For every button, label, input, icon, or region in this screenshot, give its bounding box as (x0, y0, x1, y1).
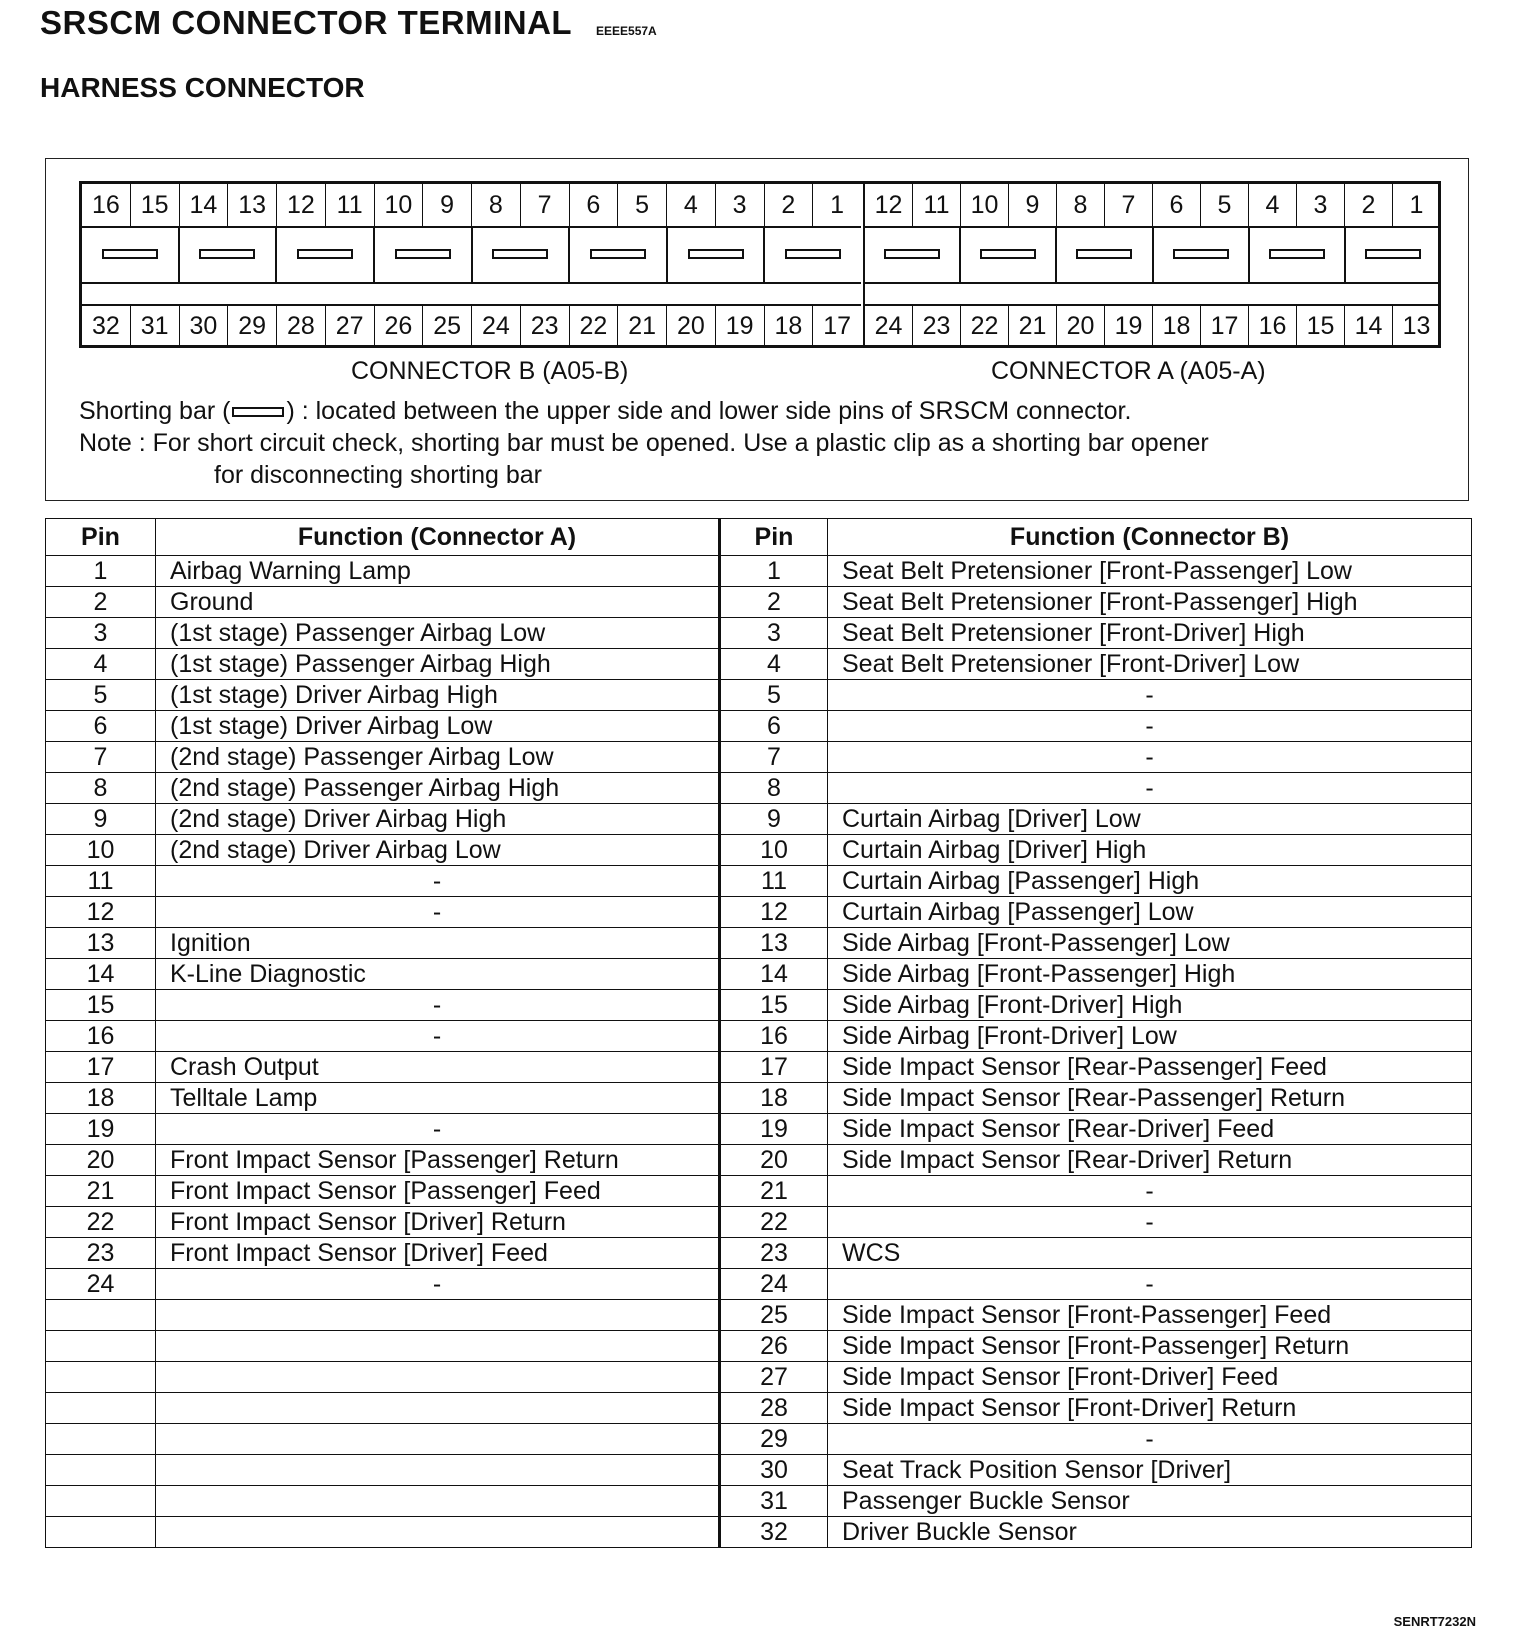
function-b-cell: Side Impact Sensor [Front-Driver] Feed (828, 1362, 1472, 1393)
table-row (46, 556, 1472, 587)
connector-a (863, 184, 1440, 345)
function-b-cell: Side Impact Sensor [Rear-Driver] Feed (828, 1114, 1472, 1145)
shorting-bar-icon (1269, 249, 1325, 259)
page-title: SRSCM CONNECTOR TERMINAL (40, 4, 573, 41)
connector-pin: 6 (1153, 184, 1201, 226)
function-a-cell: - (156, 990, 720, 1021)
pin-a-cell: 23 (46, 1238, 156, 1269)
connector-pin: 6 (570, 184, 619, 226)
function-b-cell: - (828, 1176, 1472, 1207)
connector-pin: 15 (131, 184, 180, 226)
document-code: EEEE557A (596, 24, 657, 38)
function-a-cell: Front Impact Sensor [Driver] Return (156, 1207, 720, 1238)
connector-housing (79, 181, 1441, 348)
connector-pin: 20 (667, 306, 716, 347)
pin-a-cell (46, 1424, 156, 1455)
connector-pin: 22 (570, 306, 619, 347)
function-b-cell: - (828, 1269, 1472, 1300)
table-row (46, 1331, 1472, 1362)
footer-code: SENRT7232N (1393, 1614, 1476, 1629)
pin-b-cell: 16 (720, 1021, 828, 1052)
table-row (46, 773, 1472, 804)
shorting-bar-icon (199, 249, 255, 259)
connector-b-bottom-pins (82, 304, 861, 347)
pin-a-cell (46, 1362, 156, 1393)
function-a-cell: Ground (156, 587, 720, 618)
shorting-bar-cell (570, 226, 668, 282)
connector-pin: 28 (277, 306, 326, 347)
function-b-cell: Side Impact Sensor [Front-Passenger] Feed (828, 1300, 1472, 1331)
connector-pin: 9 (423, 184, 472, 226)
header-pin-b: Pin (720, 519, 828, 556)
pin-a-cell: 3 (46, 618, 156, 649)
function-b-cell: Side Impact Sensor [Rear-Passenger] Return (828, 1083, 1472, 1114)
pin-a-cell (46, 1331, 156, 1362)
table-row (46, 835, 1472, 866)
shorting-bar-cell (180, 226, 278, 282)
shorting-bar-icon (492, 249, 548, 259)
pin-a-cell (46, 1300, 156, 1331)
pin-a-cell: 17 (46, 1052, 156, 1083)
table-row (46, 1238, 1472, 1269)
connector-pin: 10 (961, 184, 1009, 226)
shorting-bar-icon (785, 249, 841, 259)
function-b-cell: Curtain Airbag [Driver] Low (828, 804, 1472, 835)
table-row (46, 1176, 1472, 1207)
function-b-cell: - (828, 742, 1472, 773)
connector-pin: 9 (1009, 184, 1057, 226)
shorting-bar-cell (1250, 226, 1346, 282)
function-a-cell: Telltale Lamp (156, 1083, 720, 1114)
function-a-cell: - (156, 866, 720, 897)
note-line-1: Note : For short circuit check, shorting bar must be opened. Use a plastic clip as a shorting bar opener (79, 429, 1209, 457)
connector-pin: 11 (326, 184, 375, 226)
table-row (46, 866, 1472, 897)
table-row (46, 1114, 1472, 1145)
function-b-cell: Passenger Buckle Sensor (828, 1486, 1472, 1517)
section-subtitle: HARNESS CONNECTOR (40, 72, 365, 103)
header-pin-a: Pin (46, 519, 156, 556)
function-a-cell: K-Line Diagnostic (156, 959, 720, 990)
connector-pin: 19 (1105, 306, 1153, 347)
function-a-cell (156, 1331, 720, 1362)
pin-a-cell: 21 (46, 1176, 156, 1207)
pin-a-cell: 4 (46, 649, 156, 680)
pin-b-cell: 6 (720, 711, 828, 742)
function-b-cell: - (828, 1424, 1472, 1455)
pin-b-cell: 29 (720, 1424, 828, 1455)
shorting-bar-icon (980, 249, 1036, 259)
connector-pin: 25 (423, 306, 472, 347)
pin-a-cell: 24 (46, 1269, 156, 1300)
table-row (46, 1083, 1472, 1114)
connector-pin: 12 (277, 184, 326, 226)
function-a-cell: (1st stage) Driver Airbag High (156, 680, 720, 711)
table-row (46, 928, 1472, 959)
function-b-cell: - (828, 1207, 1472, 1238)
connector-pin: 2 (765, 184, 814, 226)
pin-a-cell: 10 (46, 835, 156, 866)
connector-pin: 16 (82, 184, 131, 226)
pin-b-cell: 27 (720, 1362, 828, 1393)
connector-pin: 16 (1249, 306, 1297, 347)
pin-a-cell: 16 (46, 1021, 156, 1052)
pin-b-cell: 11 (720, 866, 828, 897)
connector-pin: 26 (375, 306, 424, 347)
pin-b-cell: 8 (720, 773, 828, 804)
function-b-cell: Driver Buckle Sensor (828, 1517, 1472, 1548)
header-function-b: Function (Connector B) (828, 519, 1472, 556)
pin-a-cell: 6 (46, 711, 156, 742)
connector-b-top-pins (82, 184, 861, 228)
pin-b-cell: 22 (720, 1207, 828, 1238)
function-b-cell: Curtain Airbag [Passenger] High (828, 866, 1472, 897)
pin-a-cell: 8 (46, 773, 156, 804)
pin-b-cell: 14 (720, 959, 828, 990)
function-a-cell (156, 1362, 720, 1393)
connector-b (82, 184, 861, 345)
pin-a-cell: 18 (46, 1083, 156, 1114)
function-b-cell: Side Impact Sensor [Front-Driver] Return (828, 1393, 1472, 1424)
function-b-cell: Side Impact Sensor [Rear-Driver] Return (828, 1145, 1472, 1176)
pin-a-cell: 12 (46, 897, 156, 928)
table-row (46, 1424, 1472, 1455)
pin-b-cell: 4 (720, 649, 828, 680)
connector-a-shorting-bars (865, 226, 1440, 284)
pin-a-cell: 11 (46, 866, 156, 897)
function-b-cell: Side Airbag [Front-Passenger] High (828, 959, 1472, 990)
table-row (46, 1021, 1472, 1052)
function-b-cell: Side Airbag [Front-Driver] Low (828, 1021, 1472, 1052)
pin-b-cell: 3 (720, 618, 828, 649)
table-row (46, 804, 1472, 835)
shorting-bar-icon (1173, 249, 1229, 259)
connector-pin: 13 (1402, 312, 1431, 340)
shorting-bar-cell (961, 226, 1057, 282)
shorting-bar-icon (395, 249, 451, 259)
pin-a-cell: 1 (46, 556, 156, 587)
note-line-2: for disconnecting shorting bar (214, 461, 542, 489)
pin-a-cell (46, 1393, 156, 1424)
function-b-cell: Side Impact Sensor [Front-Passenger] Return (828, 1331, 1472, 1362)
function-b-cell: Seat Belt Pretensioner [Front-Passenger] Low (828, 556, 1472, 587)
connector-pin: 10 (375, 184, 424, 226)
pin-a-cell: 22 (46, 1207, 156, 1238)
pin-a-cell: 19 (46, 1114, 156, 1145)
function-b-cell: Seat Belt Pretensioner [Front-Driver] Low (828, 649, 1472, 680)
shorting-bar-description: ) : located between the upper side and lower side pins of SRSCM connector. (286, 397, 1132, 425)
connector-pin: 1 (1409, 190, 1424, 219)
connector-pin: 24 (472, 306, 521, 347)
pin-b-cell: 21 (720, 1176, 828, 1207)
connector-pin: 19 (716, 306, 765, 347)
function-b-cell: - (828, 711, 1472, 742)
connector-pin: 5 (1201, 184, 1249, 226)
function-a-cell (156, 1455, 720, 1486)
connector-a-label: CONNECTOR A (A05-A) (991, 357, 1266, 385)
shorting-bar-cell (82, 226, 180, 282)
connector-pin: 21 (618, 306, 667, 347)
function-a-cell: (2nd stage) Passenger Airbag High (156, 773, 720, 804)
pin-b-cell: 23 (720, 1238, 828, 1269)
connector-b-shorting-bars (82, 226, 861, 284)
connector-pin: 3 (1297, 184, 1345, 226)
function-b-cell: Curtain Airbag [Driver] High (828, 835, 1472, 866)
connector-pin: 11 (913, 184, 961, 226)
pin-b-cell: 9 (720, 804, 828, 835)
function-a-cell: Crash Output (156, 1052, 720, 1083)
pin-b-cell: 20 (720, 1145, 828, 1176)
connector-pin: 18 (1153, 306, 1201, 347)
function-b-cell: WCS (828, 1238, 1472, 1269)
table-row (46, 680, 1472, 711)
shorting-bar-prefix: Shorting bar ( (79, 397, 231, 425)
table-row (46, 1455, 1472, 1486)
connector-pin: 21 (1009, 306, 1057, 347)
function-b-cell: - (828, 773, 1472, 804)
connector-pin: 30 (180, 306, 229, 347)
pin-b-cell: 10 (720, 835, 828, 866)
function-b-cell: Side Airbag [Front-Passenger] Low (828, 928, 1472, 959)
function-a-cell: Airbag Warning Lamp (156, 556, 720, 587)
function-a-cell: (1st stage) Driver Airbag Low (156, 711, 720, 742)
function-a-cell (156, 1424, 720, 1455)
pin-b-cell: 2 (720, 587, 828, 618)
table-row (46, 1207, 1472, 1238)
pin-b-cell: 26 (720, 1331, 828, 1362)
connector-pin: 4 (667, 184, 716, 226)
table-row (46, 1052, 1472, 1083)
function-b-cell: - (828, 680, 1472, 711)
pin-a-cell: 20 (46, 1145, 156, 1176)
header-function-a: Function (Connector A) (156, 519, 720, 556)
connector-pin: 23 (913, 306, 961, 347)
shorting-bar-cell (765, 226, 861, 282)
connector-pin: 24 (865, 306, 913, 347)
function-b-cell: Seat Belt Pretensioner [Front-Driver] High (828, 618, 1472, 649)
connector-pin: 7 (1105, 184, 1153, 226)
pin-a-cell: 13 (46, 928, 156, 959)
connector-pin: 7 (521, 184, 570, 226)
connector-pin: 3 (716, 184, 765, 226)
table-row (46, 959, 1472, 990)
shorting-bar-cell (1154, 226, 1250, 282)
function-a-cell: - (156, 897, 720, 928)
pin-b-cell: 31 (720, 1486, 828, 1517)
pin-a-cell (46, 1486, 156, 1517)
pin-function-table (45, 518, 1472, 1548)
shorting-bar-cell (473, 226, 571, 282)
connector-pin: 27 (326, 306, 375, 347)
table-row (46, 742, 1472, 773)
table-row (46, 711, 1472, 742)
connector-pin: 5 (618, 184, 667, 226)
function-a-cell: (2nd stage) Driver Airbag Low (156, 835, 720, 866)
pin-b-cell: 25 (720, 1300, 828, 1331)
connector-pin: 14 (180, 184, 229, 226)
connector-pin: 29 (228, 306, 277, 347)
connector-pin: 15 (1297, 306, 1345, 347)
shorting-bar-icon (1076, 249, 1132, 259)
pin-b-cell: 7 (720, 742, 828, 773)
table-row (46, 1145, 1472, 1176)
shorting-bar-icon (590, 249, 646, 259)
function-a-cell: (2nd stage) Driver Airbag High (156, 804, 720, 835)
pin-b-cell: 12 (720, 897, 828, 928)
connector-pin: 20 (1057, 306, 1105, 347)
pin-a-cell (46, 1455, 156, 1486)
function-a-cell: (1st stage) Passenger Airbag Low (156, 618, 720, 649)
pin-a-cell: 15 (46, 990, 156, 1021)
pin-b-cell: 1 (720, 556, 828, 587)
pin-b-cell: 15 (720, 990, 828, 1021)
connector-pin: 14 (1345, 306, 1393, 347)
function-a-cell (156, 1300, 720, 1331)
table-row (46, 1300, 1472, 1331)
table-row (46, 1362, 1472, 1393)
function-a-cell: - (156, 1114, 720, 1145)
table-row (46, 618, 1472, 649)
connector-pin: 22 (961, 306, 1009, 347)
pin-b-cell: 24 (720, 1269, 828, 1300)
pin-a-cell: 5 (46, 680, 156, 711)
function-b-cell: Seat Belt Pretensioner [Front-Passenger] High (828, 587, 1472, 618)
connector-pin: 13 (228, 184, 277, 226)
pin-b-cell: 18 (720, 1083, 828, 1114)
table-row (46, 990, 1472, 1021)
connector-pin: 17 (1201, 306, 1249, 347)
table-header-row (46, 519, 1472, 556)
shorting-bar-icon (102, 249, 158, 259)
connector-diagram (45, 158, 1469, 501)
shorting-bar-cell (375, 226, 473, 282)
pin-b-cell: 13 (720, 928, 828, 959)
function-a-cell: Front Impact Sensor [Passenger] Feed (156, 1176, 720, 1207)
pin-b-cell: 19 (720, 1114, 828, 1145)
table-row (46, 587, 1472, 618)
function-a-cell: Front Impact Sensor [Passenger] Return (156, 1145, 720, 1176)
function-a-cell (156, 1486, 720, 1517)
shorting-bar-cell (668, 226, 766, 282)
pin-b-cell: 28 (720, 1393, 828, 1424)
pin-a-cell: 2 (46, 587, 156, 618)
connector-pin: 17 (823, 312, 852, 340)
shorting-bar-icon (1365, 249, 1421, 259)
pin-a-cell: 14 (46, 959, 156, 990)
connector-b-label: CONNECTOR B (A05-B) (351, 357, 629, 385)
connector-pin: 12 (865, 184, 913, 226)
function-a-cell (156, 1393, 720, 1424)
shorting-bar-icon (884, 249, 940, 259)
function-a-cell: Ignition (156, 928, 720, 959)
function-a-cell: (1st stage) Passenger Airbag High (156, 649, 720, 680)
function-b-cell: Side Impact Sensor [Rear-Passenger] Feed (828, 1052, 1472, 1083)
connector-a-top-pins (865, 184, 1440, 228)
shorting-bar-cell (1057, 226, 1153, 282)
table-row (46, 1517, 1472, 1548)
connector-pin: 2 (1345, 184, 1393, 226)
pin-a-cell (46, 1517, 156, 1548)
pin-b-cell: 5 (720, 680, 828, 711)
function-b-cell: Curtain Airbag [Passenger] Low (828, 897, 1472, 928)
pin-a-cell: 9 (46, 804, 156, 835)
shorting-bar-cell (277, 226, 375, 282)
shorting-bar-cell (865, 226, 961, 282)
connector-pin: 23 (521, 306, 570, 347)
connector-a-bottom-pins (865, 304, 1440, 347)
connector-pin: 31 (131, 306, 180, 347)
connector-pin: 18 (765, 306, 814, 347)
function-a-cell: - (156, 1269, 720, 1300)
function-b-cell: Side Airbag [Front-Driver] High (828, 990, 1472, 1021)
table-row (46, 1486, 1472, 1517)
function-b-cell: Seat Track Position Sensor [Driver] (828, 1455, 1472, 1486)
function-a-cell: - (156, 1021, 720, 1052)
connector-pin: 1 (830, 190, 845, 219)
connector-pin: 4 (1249, 184, 1297, 226)
connector-pin: 8 (1057, 184, 1105, 226)
table-row (46, 1393, 1472, 1424)
pin-b-cell: 30 (720, 1455, 828, 1486)
table-row (46, 649, 1472, 680)
connector-pin: 32 (82, 306, 131, 347)
function-a-cell: Front Impact Sensor [Driver] Feed (156, 1238, 720, 1269)
table-row (46, 1269, 1472, 1300)
function-a-cell: (2nd stage) Passenger Airbag Low (156, 742, 720, 773)
table-row (46, 897, 1472, 928)
pin-b-cell: 17 (720, 1052, 828, 1083)
shorting-bar-legend (79, 397, 1131, 426)
connector-pin: 8 (472, 184, 521, 226)
shorting-bar-cell (1346, 226, 1440, 282)
shorting-bar-icon (688, 249, 744, 259)
pin-b-cell: 32 (720, 1517, 828, 1548)
shorting-bar-icon (232, 407, 284, 417)
shorting-bar-icon (297, 249, 353, 259)
pin-a-cell: 7 (46, 742, 156, 773)
function-a-cell (156, 1517, 720, 1548)
